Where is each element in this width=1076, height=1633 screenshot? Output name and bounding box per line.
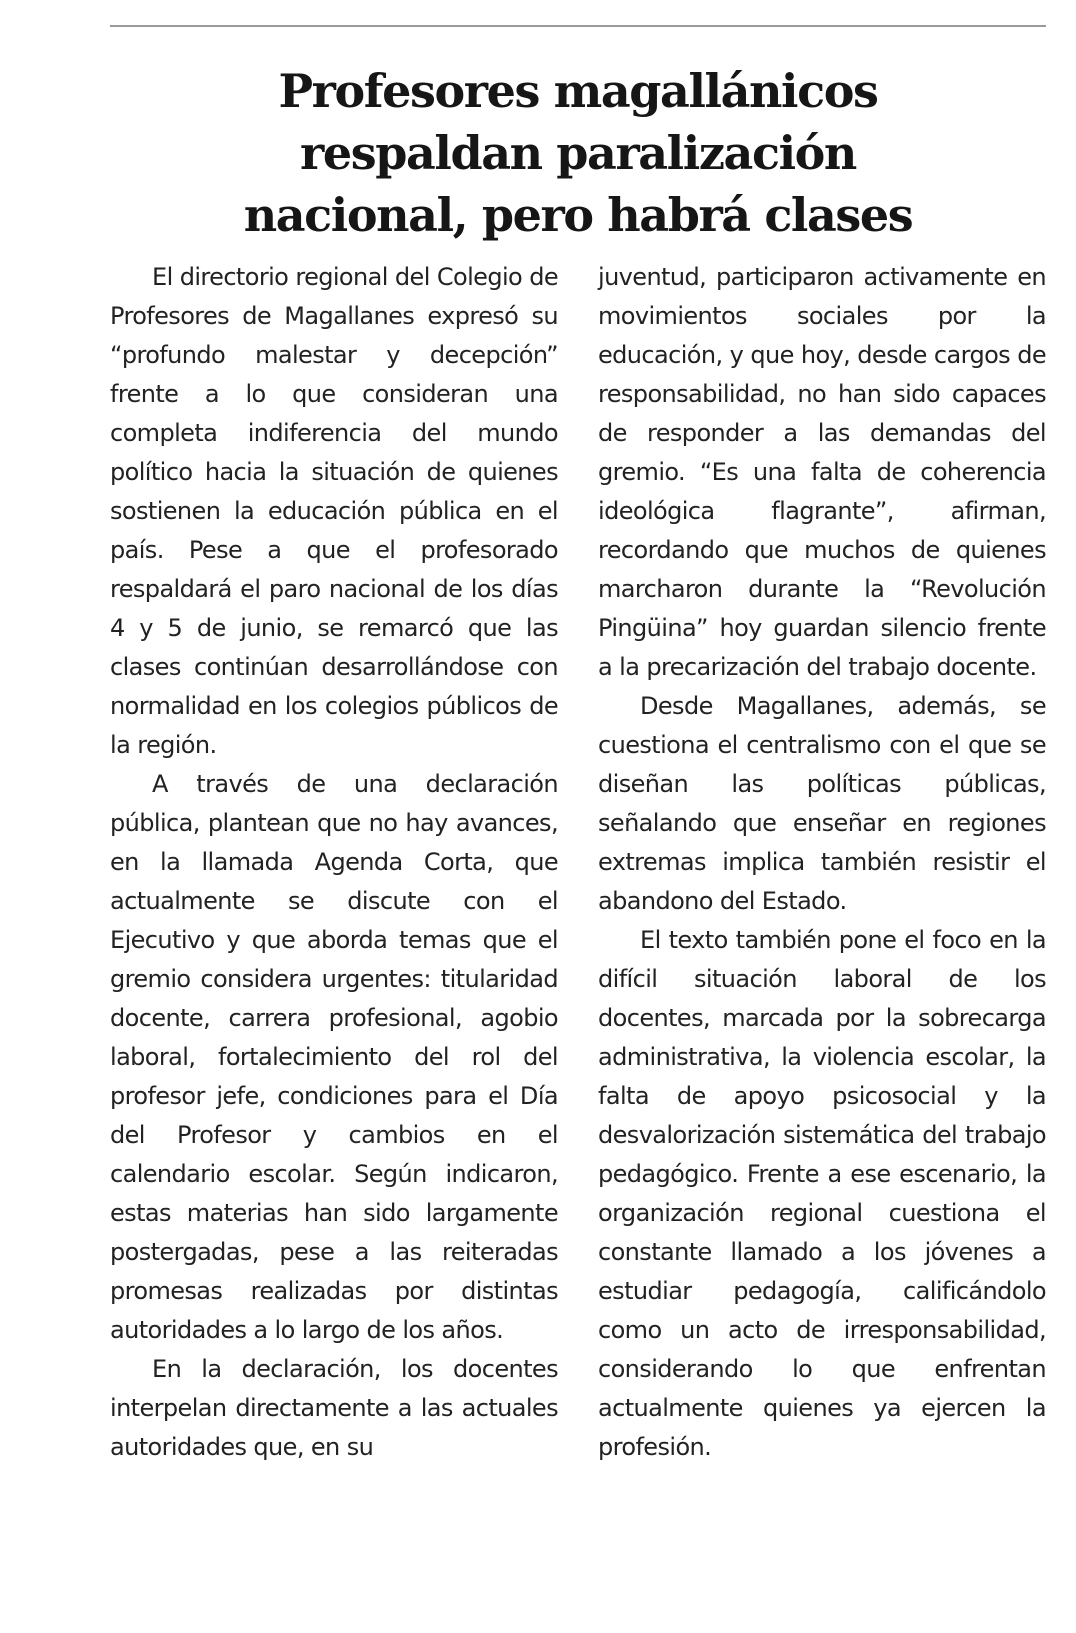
headline-line: respaldan paralización xyxy=(300,126,856,180)
paragraph: A través de una declaración pública, plantean que no hay avances, en la llamada Agenda Corta, que actualmente se discute con el Ejecutivo y que aborda temas que el gremio considera urgentes: titularidad docente, carrera profesional, agobio laboral, fortalecimiento del rol del profesor jefe, condiciones para el Día del Profesor y cambios en el calendario escolar. Según indicaron, estas materias han sido largamente postergadas, pese a las reiteradas promesas realizadas por distintas autoridades a lo largo de los años. xyxy=(110,770,558,1344)
headline-line: Profesores magallánicos xyxy=(278,64,878,118)
headline-line: nacional, pero habrá clases xyxy=(243,188,913,242)
paragraph: El directorio regional del Colegio de Profesores de Magallanes expresó su “profundo malestar y decepción” frente a lo que consideran una completa indiferencia del mundo político hacia la situación de quienes sostienen la educación pública en el país. Pese a que el profesorado respaldará el paro nacional de los días 4 y 5 de junio, se remarcó que las clases continúan desarrollándose con normalidad en los colegios públicos de la región. xyxy=(110,263,558,759)
article-body xyxy=(110,258,1046,1598)
paragraph: En la declaración, los docentes interpelan directamente a las actuales autoridades que, en su xyxy=(110,1355,558,1461)
headline xyxy=(110,60,1046,246)
column-right xyxy=(598,258,1046,1598)
paragraph: juventud, participaron activamente en movimientos sociales por la educación, y que hoy, desde cargos de responsabilidad, no han sido capaces de responder a las demandas del gremio. “Es una falta de coherencia ideológica flagrante”, afirman, recordando que muchos de quienes marcharon durante la “Revolución Pingüina” hoy guardan silencio frente a la precarización del trabajo docente. xyxy=(598,263,1046,681)
paragraph: El texto también pone el foco en la difícil situación laboral de los docentes, marcada por la sobrecarga administrativa, la violencia escolar, la falta de apoyo psicosocial y la desvalorización sistemática del trabajo pedagógico. Frente a ese escenario, la organización regional cuestiona el constante llamado a los jóvenes a estudiar pedagogía, calificándolo como un acto de irresponsabilidad, considerando lo que enfrentan actualmente quienes ya ejercen la profesión. xyxy=(598,926,1046,1461)
top-rule xyxy=(110,25,1046,27)
paragraph: Desde Magallanes, además, se cuestiona el centralismo con el que se diseñan las políticas públicas, señalando que enseñar en regiones extremas implica también resistir el abandono del Estado. xyxy=(598,692,1046,915)
column-left xyxy=(110,258,558,1598)
